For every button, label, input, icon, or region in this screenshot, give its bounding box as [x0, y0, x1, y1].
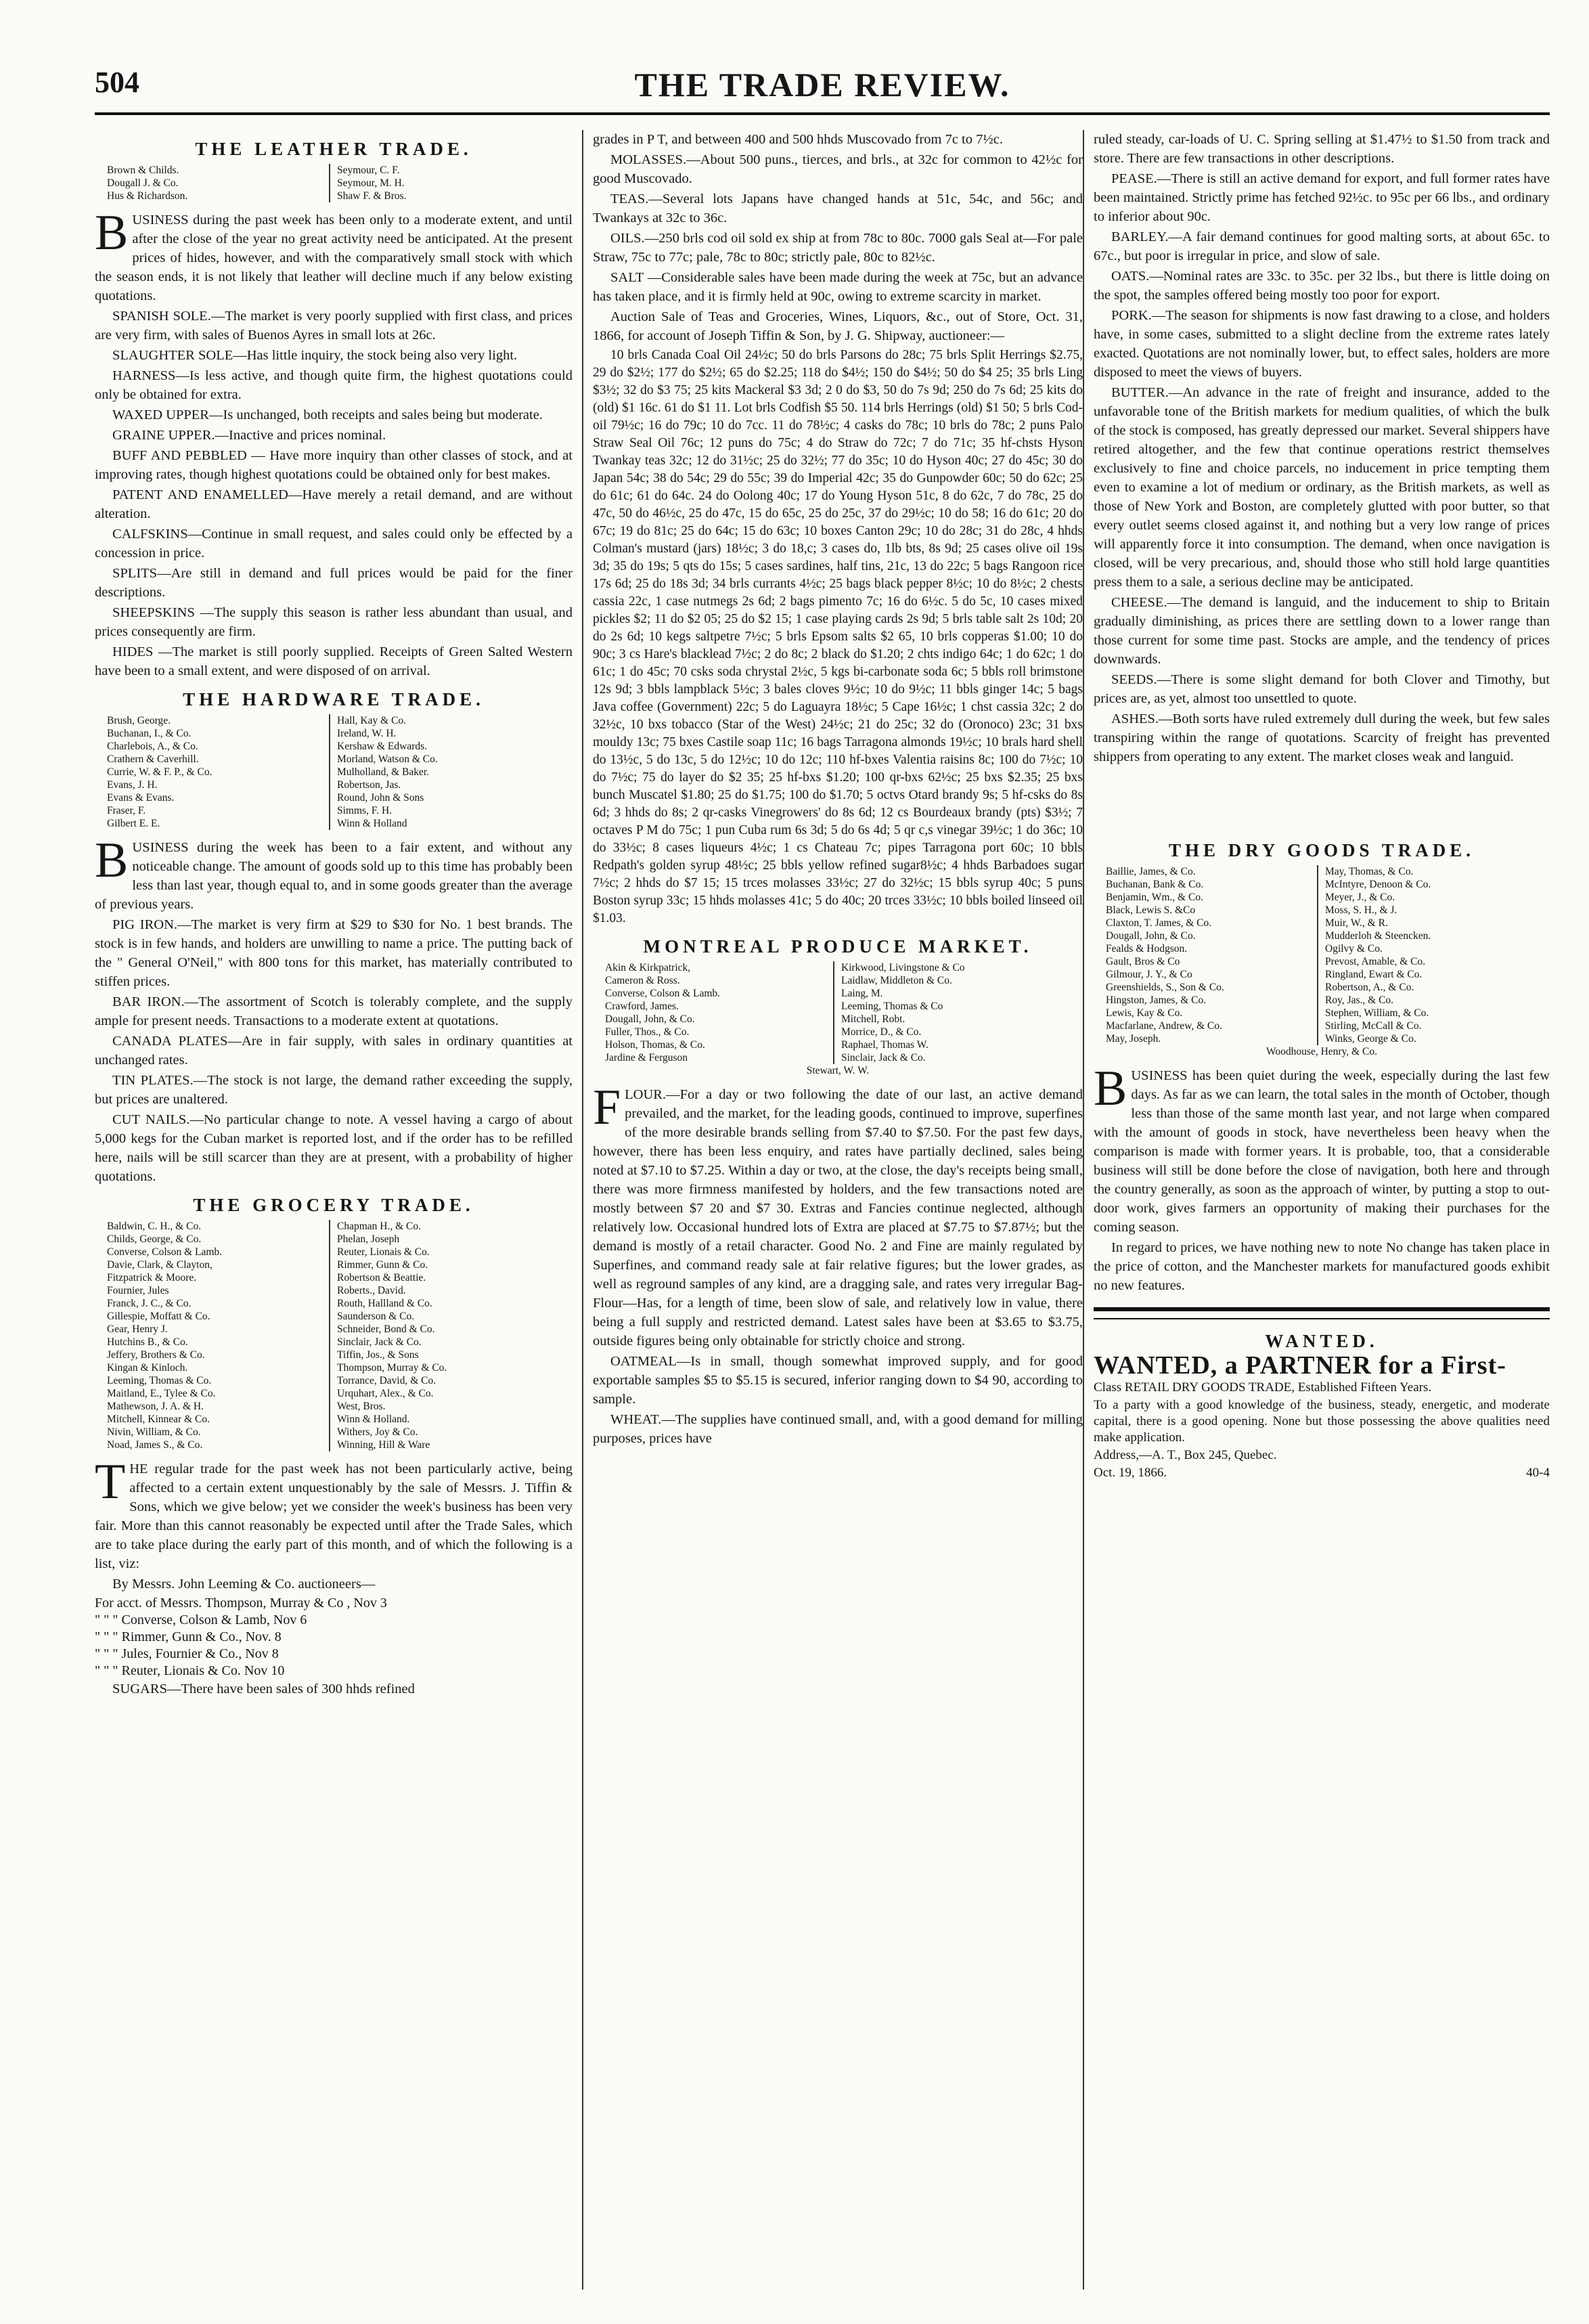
wanted-ad-headline-big: WANTED, a PARTNER for a First-: [1094, 1351, 1506, 1380]
produce-continued-paragraph: ruled steady, car-loads of U. C. Spring selling at $1.47½ to $1.50 from track and store. There are few transactions in other descriptions.: [1094, 132, 1550, 166]
firm-name: Winn & Holland: [337, 818, 407, 829]
column-2: [582, 130, 1083, 2289]
firm-name: Gear, Henry J.: [107, 1323, 168, 1335]
firm-list-right: [1325, 865, 1538, 1045]
firm-name: Stewart, W. W.: [806, 1065, 870, 1076]
firm-name: Saunderson & Co.: [337, 1311, 415, 1322]
firm-name: Ireland, W. H.: [337, 728, 397, 739]
leather-trade-title: THE LEATHER TRADE.: [195, 139, 472, 159]
firm-name: Baldwin, C. H., & Co.: [107, 1221, 202, 1232]
firm-name: Schneider, Bond & Co.: [337, 1323, 435, 1335]
firm-name: Mulholland, & Baker.: [337, 766, 430, 778]
firm-name: Jeffery, Brothers & Co.: [107, 1349, 205, 1361]
firm-name: May, Thomas, & Co.: [1325, 866, 1414, 877]
montreal-firm-directory: [605, 961, 1071, 1077]
firm-name: Hutchins B., & Co.: [107, 1336, 188, 1348]
firm-name: Laing, M.: [841, 988, 883, 999]
page-number: 504: [95, 66, 139, 99]
header-rule: [95, 112, 1550, 115]
firm-name: Robertson, Jas.: [337, 779, 401, 791]
firm-name: Macfarlane, Andrew, & Co.: [1106, 1020, 1223, 1032]
firm-name: Jardine & Ferguson: [605, 1052, 688, 1064]
firm-name: Kirkwood, Livingstone & Co: [841, 962, 965, 973]
firm-name: Baillie, James, & Co.: [1106, 866, 1196, 877]
firm-name: Benjamin, Wm., & Co.: [1106, 892, 1203, 903]
firm-name: Rimmer, Gunn & Co.: [337, 1259, 428, 1271]
firm-name: Buchanan, Bank & Co.: [1106, 879, 1204, 890]
hardware-paragraph: PIG IRON.—The market is very firm at $29 to $30 for No. 1 best brands. The stock is in few hands, and holders are unwilling to name a price. The putting back of the " General O'Neil," with 800 tons for this market, has materially contributed to stiffen prices.: [95, 917, 573, 989]
montreal-paragraph: FLOUR.—For a day or two following the date of our last, an active demand prevailed, and the market, for the leading goods, continued to improve, superfines of the more desirable brands selling from $7.40 to $7.50. For the past few days, however, there has been less enquiry, and rates have partially declined, sales being noted at $7.10 to $7.25. Within a day or two, at the close, the day's receipts being small, there was more firmness manifested by holders, and the few transactions noted are mostly between $7 20 and $7 30. Extras and Fancies continue neglected, although relatively low. Occasional hundred lots of Extra are placed at $7.75 to $7.87½; but the demand is mostly of a retail character. Good No. 2 and Fine are mainly regulated by Superfines, and command ready sale at fair relative figures; but the lower grades, as well as reground samples of any kind, are a dragging sale, and rates very irregular Bag-Flour—Has, for a length of time, been slow of sale, and relatively low in value, there being a full supply and restricted demand. Latest sales have been at $3.65 to $3.75, outside figures being only obtainable for strictly choice and strong.: [593, 1080, 1083, 1349]
firm-name: Hingston, James, & Co.: [1106, 994, 1207, 1006]
leather-paragraph: HARNESS—Is less active, and though quite firm, the highest quotations could only be obtained for extra.: [95, 368, 573, 402]
masthead: [95, 65, 1550, 118]
auction-sale-list: 10 brls Canada Coal Oil 24½c; 50 do brls Parsons do 28c; 75 brls Split Herrings $2.75, 29 do $2½; 177 do $2½; 65 do $2.25; 118 do $4½; 150 do $4½; 50 do $4 25; 35 brls Ling $3½; 32 do $3 75; 25 kits Mackeral $3 3d; 2 0 do $3, 50 do 7s 9d; 250 do 7s 6d; 25 kits do (old) $1 16c. 61 do $1 11. Lot brls Codfish $5 50. 114 brls Herrings (old) $1 50; 5 brls Cod-oil 79½c; 16 do 79c; 10 do 7cc. 11 do 78½c; 4 casks do 78c; 10 brls do 78c; 2 puns Palo Straw Seal Oil 76c; 12 puns do 75c; 4 do Straw do 72c; 7 do 71c; 35 hf-chsts Hyson Twankay teas 32c; 12 do 31½c; 25 do 32½; 77 do 35c; 10 do Hyson 40c; 27 do 45c; 30 do Japan 54c; 38 do 54c; 29 do 55c; 39 do Imperial 42c; 35 do Gunpowder 60c; 50 do 62c; 25 do 61c; 61 do 64c. 24 do Oolong 40c; 17 do Young Hyson 51c, 8 do 62c, 7 do 78c, 25 do 47c, 50 do 46½c, 25 do 47c, 15 do 65c, 25 do 25c, 37 do 29½c; 10 do 58; 16 do 61c; 20 do 67c; 19 do 81c; 25 do 64c; 15 do 63c; 10 boxes Canton 29c; 10 do 28c; 31 do 28c, 4 hhds Colman's mustard (jars) 18½c; 3 do 18,c; 3 cases do, 1lb bts, 8s 9d; 25 cases olive oil 19s 3d; 35 do 19s; 5 qts do 15s; 5 cases sardines, half tins, 21c, 13 do 22c; 5 bags Rangoon rice 17s 6d; 25 do 18s 3d; 34 brls currants 4½c; 25 bags black pepper 8½c; 10 do 8½c; 2 chests cassia 22c, 1 case nutmegs 2s 6d; 2 bags pimento 7c; 16 do 6½c. 5 do 5c, 10 cases mixed pickles $2; 11 do $2 05; 25 do $2 15; 1 case playing cards 2s 9d; 5 brls table salt 2s 10d; 20 do 2s 6d; 10 kegs saltpetre 7½c; 5 brls Epsom salts $2 65, 10 brls copperas $1.00; 10 do 90c; 3 cs Hare's blacklead 7½c; 2 do 8c; 2 black do $1.20; 2 chts indigo 64c; 1 do 62c; 1 do 61c; 1 do 45c; 70 csks soda chrystal 2½c, 5 kgs bi-carbonate soda 6c; 5 bbls roll brimstone 12s 9d; 3 bbls lampblack 5½c; 3 bales cloves 9½c; 10 do 9½c; 11 bbls ginger 14c; 5 bags Java coffee (Government) 22c; 5 do Laguayra 18½c; 5 Cape 16½c; 1 chst cassia 32c; 2 do 32½c, 10 bxs tobacco (Star of the West) 24½c; 21 do 25c; 32 do (Oronoco) 23c; 31 bxs mouldy 13c; 75 bxes Castile soap 11c; 16 bags Tarragona almonds 19½c; 10 brals hard shell do 13½c, 5 do 13c, 5 do 12½c; 10 do 12c; 110 hf-bxes Valentia raisins 8c; 100 do 7½c; 10 do 7½c; 75 do layer do $2 35; 25 hf-bxs $1.20; 100 qr-bxs 62½c; 25 bxs $2.35; 25 bxs bunch Muscatel $1.80; 25 do $1.75; 100 do $1.70; 5 octvs Otard brandy 9s; 5 hf-csks do 8s 6d; 3 hhds do 8s; 2 qr-casks Vinegrowers' do 8s 6d; 12 cs Bourdeaux brandy (pts) $3½; 7 octaves P M do 75c; 1 pun Cuba rum 6s 3d; 5 do 6s 4d; 5 qr c,s vinegar 39½c; 1 do 36c; 10 do 33½c; 8 cases liqueurs 4½c; 1 cs Chateau 7c; pipes Tarragona port 60c; 10 bbls Redpath's golden syrup 48½c; 25 bbls yellow refined sugar8½c; 4 hhds Barbadoes sugar 7½c; 2 hhds do $7 15; 15 trces molasses 33½c; 27 do 32½c; 15 bbls syrup 40c; 5 puns Boston syrup 33c; 15 hhds molasses 41c; 5 do 40c; 20 trces 33½c; 10 bbls boiled linseed oil $1.03.: [593, 348, 1083, 925]
firm-name: Currie, W. & F. P., & Co.: [107, 766, 212, 778]
hardware-paragraph: BUSINESS during the week has been to a fair extent, and without any noticeable change. The amount of goods sold up to this time has probably been less than last year, though equal to, and in some goods greater than the average of previous years.: [95, 833, 573, 912]
firm-name: Gilbert E. E.: [107, 818, 160, 829]
firm-list-right: [337, 164, 560, 202]
leather-paragraph: GRAINE UPPER.—Inactive and prices nominal.: [112, 428, 386, 443]
firm-name: Converse, Colson & Lamb.: [605, 988, 721, 999]
firm-list-right: [337, 1220, 560, 1451]
hardware-trade-title: THE HARDWARE TRADE.: [183, 689, 485, 709]
dry-goods-paragraph: BUSINESS has been quiet during the week, especially during the last few days. As far as we can learn, the total sales in the month of October, though less than those of the same month last year, and not large when compared with the amount of goods in stock, have nevertheless been heavy when the comparison is made with former years. It is probable, too, that a considerable business will still be done before the close of navigation, both here and through the country generally, as soon as the approach of winter, by putting a stop to out-door work, gives farmers an opportunity of making their purchases for the coming season.: [1094, 1061, 1550, 1235]
leather-paragraph: SPLITS—Are still in demand and full prices would be paid for the finer descriptions.: [95, 566, 573, 600]
section-rule: [1094, 1318, 1550, 1319]
firm-name: Shaw F. & Bros.: [337, 190, 407, 202]
firm-name: Woodhouse, Henry, & Co.: [1266, 1046, 1377, 1057]
firm-name: Stephen, William, & Co.: [1325, 1007, 1429, 1019]
grocery-paragraph: By Messrs. John Leeming & Co. auctioneers—: [112, 1577, 376, 1592]
leather-paragraph: PATENT AND ENAMELLED—Have merely a retail demand, and are without alteration.: [95, 487, 573, 521]
firm-name: Seymour, C. F.: [337, 165, 400, 176]
firm-name: Leeming, Thomas & Co: [841, 1001, 943, 1012]
firm-name: Kershaw & Edwards.: [337, 741, 428, 752]
firm-list-left: [107, 164, 330, 202]
firm-name: Thompson, Murray & Co.: [337, 1362, 447, 1374]
firm-name: Stirling, McCall & Co.: [1325, 1020, 1422, 1032]
firm-name: Laidlaw, Middleton & Co.: [841, 975, 952, 986]
firm-name: Roy, Jas., & Co.: [1325, 994, 1394, 1006]
produce-paragraph: BARLEY.—A fair demand continues for good malting sorts, at about 65c. to 67c., but poor is irregular in price, and slow of sale.: [1094, 229, 1550, 263]
produce-paragraph: SEEDS.—There is some slight demand for both Clover and Timothy, but prices are, as yet, almost too unsettled to quote.: [1094, 672, 1550, 706]
firm-name: Cameron & Ross.: [605, 975, 680, 986]
section-rule: [1094, 1307, 1550, 1311]
firm-name: Buchanan, I., & Co.: [107, 728, 192, 739]
leather-firm-directory: [107, 164, 560, 202]
leather-paragraph: BUSINESS during the past week has been only to a moderate extent, and until after the close of the year no great activity need be anticipated. At the present prices of hides, however, and with the comparatively small stock with which the season ends, it is not likely that leather will decline much if any below existing quotations.: [95, 205, 573, 303]
firm-name: Lewis, Kay & Co.: [1106, 1007, 1183, 1019]
firm-name: Hus & Richardson.: [107, 190, 188, 202]
produce-paragraph: BUTTER.—An advance in the rate of freight and insurance, added to the unfavorable tone of the British markets for medium qualities, of which the bulk of the stock is composed, has greatly depressed our market. Several shippers have retired altogether, and the few that continue operations restrict themselves exclusively to fine and choice parcels, no inducement in price tempting them even to examine a lot of medium or ordinary, as the British markets, as well as those of New York and Boston, are completely glutted with poor butter, so that every outlet seems closed against it, and nothing but a very low range of prices will apparently force it into consumption. The demand, when once navigation is closed, will be very precarious, and, should those who still hold large quantities press them to a sale, a serious decline may be anticipated.: [1094, 385, 1550, 590]
firm-name: Prevost, Amable, & Co.: [1325, 956, 1426, 967]
trade-sale-entry: " " " Jules, Fournier & Co., Nov 8: [95, 1646, 279, 1661]
firm-name: Black, Lewis S. &Co: [1106, 904, 1196, 916]
leather-paragraph: SHEEPSKINS —The supply this season is rather less abundant than usual, and prices consequently are firm.: [95, 605, 573, 639]
firm-name: Holson, Thomas, & Co.: [605, 1039, 705, 1051]
firm-name: McIntyre, Denoon & Co.: [1325, 879, 1431, 890]
firm-name: Evans, J. H.: [107, 779, 158, 791]
firm-list-left: [1106, 865, 1318, 1045]
firm-name: Phelan, Joseph: [337, 1233, 400, 1245]
firm-name: Mathewson, J. A. & H.: [107, 1401, 204, 1412]
produce-paragraph: PORK.—The season for shipments is now fast drawing to a close, and holders have, in some cases, submitted to a slight decline from the extreme rates lately exacted. Quotations are not nominally lower, but, to effect sales, holders are more disposed to meet the views of buyers.: [1094, 308, 1550, 380]
firm-list-left: [107, 1220, 330, 1451]
hardware-paragraph: CUT NAILS.—No particular change to note. A vessel having a cargo of about 5,000 kegs for the Cuban market is reported lost, and if the order has to be refilled here, nails will be still scarcer than they are at present, with a probability of higher quotations.: [95, 1112, 573, 1184]
montreal-produce-title: MONTREAL PRODUCE MARKET.: [643, 936, 1033, 957]
firm-list-right: [841, 961, 1071, 1064]
firm-name: Winn & Holland.: [337, 1413, 410, 1425]
firm-name: Charlebois, A., & Co.: [107, 741, 198, 752]
leather-paragraph: BUFF AND PEBBLED — Have more inquiry than other classes of stock, and at improving rates, though highest quotations could be obtained only for best makes.: [95, 448, 573, 482]
firm-name: Winning, Hill & Ware: [337, 1439, 430, 1451]
firm-name: Dougall, John, & Co.: [605, 1013, 695, 1025]
firm-name: Kingan & Kinloch.: [107, 1362, 188, 1374]
firm-name: Franck, J. C., & Co.: [107, 1298, 192, 1309]
grocery-paragraph: SUGARS—There have been sales of 300 hhds refined: [112, 1682, 415, 1696]
firm-name: Reuter, Lionais & Co.: [337, 1246, 430, 1258]
firm-name: Fraser, F.: [107, 805, 146, 816]
firm-name: Maitland, E., Tylee & Co.: [107, 1388, 216, 1399]
firm-name: Gilmour, J. Y., & Co: [1106, 969, 1192, 980]
firm-name: Robertson & Beattie.: [337, 1272, 426, 1284]
firm-name: Crawford, James.: [605, 1001, 679, 1012]
firm-name: Fournier, Jules: [107, 1285, 169, 1296]
firm-name: Hall, Kay & Co.: [337, 715, 407, 726]
firm-name: Meyer, J., & Co.: [1325, 892, 1395, 903]
montreal-paragraph: WHEAT.—The supplies have continued small, and, with a good demand for milling purposes, prices have: [593, 1412, 1083, 1446]
firm-name: Ogilvy & Co.: [1325, 943, 1383, 955]
firm-name: Brown & Childs.: [107, 165, 179, 176]
wanted-ad-footer: [1094, 1465, 1550, 1481]
firm-name: Fuller, Thos., & Co.: [605, 1026, 690, 1038]
produce-paragraph: PEASE.—There is still an active demand for export, and full former rates have been maintained. Strictly prime has fetched 92½c. to 95c per 66 lbs., and ordinary to inferior about 90c.: [1094, 171, 1550, 224]
dry-goods-title: THE DRY GOODS TRADE.: [1168, 840, 1475, 860]
trade-sale-entry: " " " Rimmer, Gunn & Co., Nov. 8: [95, 1629, 282, 1644]
hardware-paragraph: BAR IRON.—The assortment of Scotch is tolerably complete, and the supply ample for present needs. Transactions to a moderate extent at quotations.: [95, 994, 573, 1028]
grocery-continued-paragraph: OILS.—250 brls cod oil sold ex ship at from 78c to 80c. 7000 gals Seal at—For pale Straw, 75c to 77c; pale, 78c to 80c; strictly pale, 80c to 82½c.: [593, 231, 1083, 265]
firm-name: Gault, Bros & Co: [1106, 956, 1180, 967]
grocery-continued-paragraph: grades in P T, and between 400 and 500 hhds Muscovado from 7c to 7½c.: [593, 132, 1003, 147]
firm-name: Mudderloh & Steencken.: [1325, 930, 1431, 942]
wanted-ad-headline: [1094, 1351, 1550, 1380]
firm-name: Nivin, William, & Co.: [107, 1426, 201, 1438]
firm-name: Muir, W., & R.: [1325, 917, 1388, 929]
produce-paragraph: CHEESE.—The demand is languid, and the inducement to ship to Britain gradually diminishing, as prices there are settling down to a lower range than those current for some time past. Stocks are ample, and the tendency of prices downwards.: [1094, 595, 1550, 667]
hardware-paragraph: TIN PLATES.—The stock is not large, the demand rather exceeding the supply, but prices are unaltered.: [95, 1073, 573, 1107]
grocery-firm-directory: [107, 1220, 560, 1451]
firm-name: Urquhart, Alex., & Co.: [337, 1388, 434, 1399]
firm-name: Converse, Colson & Lamb.: [107, 1246, 223, 1258]
grocery-paragraph: THE regular trade for the past week has not been particularly active, being affected to a certain extent unquestionably by the sale of Messrs. J. Tiffin & Sons, which we give below; yet we consider the week's business has been very fair. More than this cannot reasonably be expected until after the Trade Sales, which are to take place during the early part of this month, and of which the following is a list, viz:: [95, 1454, 573, 1571]
trade-sale-entry: " " " Reuter, Lionais & Co. Nov 10: [95, 1663, 285, 1678]
firm-name: West, Bros.: [337, 1401, 386, 1412]
montreal-paragraph: OATMEAL—Is in small, though somewhat improved supply, and for good exportable samples $5 to $5.15 is secured, inferior ranging down to $4 90, according to sample.: [593, 1354, 1083, 1407]
firm-name: Greenshields, S., Son & Co.: [1106, 982, 1224, 993]
firm-name: Winks, George & Co.: [1325, 1033, 1416, 1045]
column-3: [1083, 130, 1550, 2289]
firm-name: Crathern & Caverhill.: [107, 753, 199, 765]
firm-name: Round, John & Sons: [337, 792, 424, 804]
firm-name: Noad, James S., & Co.: [107, 1439, 203, 1451]
wanted-ad-address: Address,—A. T., Box 245, Quebec.: [1094, 1448, 1277, 1462]
firm-name: Akin & Kirkpatrick,: [605, 962, 691, 973]
produce-paragraph: OATS.—Nominal rates are 33c. to 35c. per 32 lbs., but there is little doing on the spot, the samples offered being mostly too poor for export.: [1094, 269, 1550, 303]
firm-name: Routh, Hallland & Co.: [337, 1298, 432, 1309]
firm-name: May, Joseph.: [1106, 1033, 1161, 1045]
leather-paragraph: SPANISH SOLE.—The market is very poorly supplied with first class, and prices are very firm, with sales of Buenos Ayres in small lots at 26c.: [95, 309, 573, 343]
firm-name: Mitchell, Kinnear & Co.: [107, 1413, 210, 1425]
leather-paragraph: CALFSKINS—Continue in small request, and sales could only be effected by a concession in price.: [95, 527, 573, 561]
firm-name: Seymour, M. H.: [337, 177, 405, 189]
wanted-ad-headline-rest: Class RETAIL DRY GOODS TRADE, Established Fifteen Years.: [1094, 1380, 1432, 1395]
produce-paragraph: ASHES.—Both sorts have ruled extremely dull during the week, but few sales transpiring within the range of quotations. Scarcity of freight has prevented shippers from operating to any extent. The market closes weak and languid.: [1094, 711, 1550, 764]
firm-name: Claxton, T. James, & Co.: [1106, 917, 1212, 929]
firm-name: Evans & Evans.: [107, 792, 175, 804]
hardware-firm-directory: [107, 714, 560, 830]
trade-sales-list: [95, 1595, 573, 1680]
firm-name: Leeming, Thomas & Co.: [107, 1375, 212, 1386]
grocery-trade-title: THE GROCERY TRADE.: [193, 1195, 474, 1215]
firm-name: Tiffin, Jos., & Sons: [337, 1349, 419, 1361]
grocery-continued-paragraph: TEAS.—Several lots Japans have changed hands at 51c, 54c, and 56c; and Twankays at 32c to 36c.: [593, 192, 1083, 225]
firm-name: Mitchell, Robt.: [841, 1013, 905, 1025]
trade-sale-entry: " " " Converse, Colson & Lamb, Nov 6: [95, 1613, 307, 1627]
firm-name: Childs, George, & Co.: [107, 1233, 202, 1245]
grocery-continued-paragraph: MOLASSES.—About 500 puns., tierces, and brls., at 32c for common to 42½c for good Muscovado.: [593, 152, 1083, 186]
wanted-ad-code: 40-4: [1526, 1466, 1550, 1480]
firm-name: Fealds & Hodgson.: [1106, 943, 1188, 955]
auction-sale-heading: Auction Sale of Teas and Groceries, Wines, Liquors, &c., out of Store, Oct. 31, 1866, for account of Joseph Tiffin & Son, by J. G. Shipway, auctioneer:—: [593, 309, 1083, 343]
firm-name: Simms, F. H.: [337, 805, 393, 816]
firm-name: Robertson, A., & Co.: [1325, 982, 1414, 993]
grocery-continued-paragraph: SALT —Considerable sales have been made during the week at 75c, but an advance has taken place, and it is firmly held at 90c, owing to extreme scarcity in market.: [593, 270, 1083, 304]
firm-name: Dougall, John, & Co.: [1106, 930, 1196, 942]
firm-name: Sinclair, Jack & Co.: [337, 1336, 422, 1348]
trade-sale-entry: For acct. of Messrs. Thompson, Murray & Co , Nov 3: [95, 1596, 387, 1610]
firm-list-left: [605, 961, 834, 1064]
firm-name: Fitzpatrick & Moore.: [107, 1272, 197, 1284]
firm-name: Dougall J. & Co.: [107, 177, 179, 189]
firm-name: Morland, Watson & Co.: [337, 753, 438, 765]
dry-goods-firm-directory: [1106, 865, 1538, 1058]
firm-name: Torrance, David, & Co.: [337, 1375, 437, 1386]
firm-list-left: [107, 714, 330, 830]
leather-paragraph: WAXED UPPER—Is unchanged, both receipts and sales being but moderate.: [112, 408, 543, 422]
firm-name: Gillespie, Moffatt & Co.: [107, 1311, 210, 1322]
journal-title: THE TRADE REVIEW.: [634, 66, 1010, 104]
wanted-ad-date: Oct. 19, 1866.: [1094, 1466, 1167, 1480]
hardware-paragraph: CANADA PLATES—Are in fair supply, with sales in ordinary quantities at unchanged rates.: [95, 1034, 573, 1068]
firm-name: Withers, Joy & Co.: [337, 1426, 418, 1438]
leather-paragraph: HIDES —The market is still poorly supplied. Receipts of Green Salted Western have been to a small extent, and were disposed of on arrival.: [95, 644, 573, 678]
firm-name: Brush, George.: [107, 715, 171, 726]
firm-name: Raphael, Thomas W.: [841, 1039, 928, 1051]
dry-goods-paragraph: In regard to prices, we have nothing new to note No change has taken place in the price of cotton, and the Manchester markets for manufactured goods exhibit no new features.: [1094, 1240, 1550, 1293]
firm-name: Ringland, Ewart & Co.: [1325, 969, 1423, 980]
firm-name: Morrice, D., & Co.: [841, 1026, 922, 1038]
firm-name: Chapman H., & Co.: [337, 1221, 421, 1232]
wanted-ad-body: To a party with a good knowledge of the business, steady, energetic, and moderate capital, there is a good opening. None but those possessing the above qualities need make application.: [1094, 1398, 1550, 1445]
leather-paragraph: SLAUGHTER SOLE—Has little inquiry, the stock being also very light.: [112, 348, 518, 363]
firm-name: Roberts., David.: [337, 1285, 406, 1296]
firm-list-right: [337, 714, 560, 830]
firm-name: Moss, S. H., & J.: [1325, 904, 1397, 916]
firm-name: Sinclair, Jack & Co.: [841, 1052, 926, 1064]
wanted-title: WANTED.: [1265, 1331, 1379, 1351]
firm-name: Davie, Clark, & Clayton,: [107, 1259, 212, 1271]
column-1: [95, 130, 582, 2289]
